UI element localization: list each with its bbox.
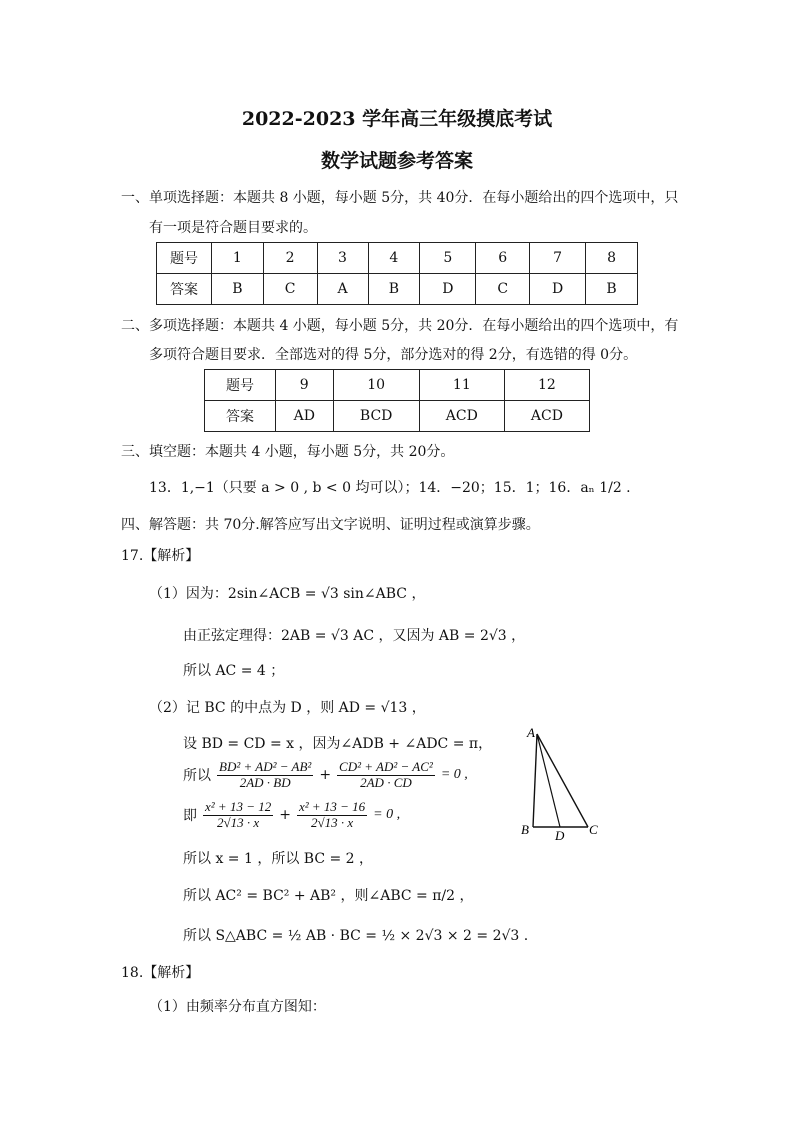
sec4-line1: 四、解答题：共 70分.解答应写出文字说明、证明过程或演算步骤。 (121, 517, 540, 533)
answer-cell: A (317, 274, 368, 305)
q18-step1: （1）由频率分布直方图知： (149, 999, 326, 1015)
vertex-label-b: B (521, 822, 529, 837)
vertex-label-a: A (527, 725, 535, 740)
q-num: 12 (504, 370, 589, 401)
point-label-d: D (555, 828, 565, 843)
eq2-frac-left: $\frac{\text{x² + 13 − 12}}{2√13 \cdot x}$ (205, 799, 272, 830)
eq2-frac-right: $\frac{\text{x² + 13 − 16}}{2√13 \cdot x}$ (298, 799, 366, 830)
q-num: 3 (317, 243, 368, 274)
q-num: 7 (530, 243, 586, 274)
median-ad (537, 734, 560, 827)
multi-choice-table (204, 369, 590, 432)
q-num: 10 (333, 370, 419, 401)
answer-cell: B (212, 274, 264, 305)
page-title: 2022-2023 学年高三年级摸底考试 (241, 108, 553, 130)
q-num: 2 (263, 243, 317, 274)
eq2-prefix: 即 (183, 808, 197, 825)
answer-cell: D (530, 274, 586, 305)
header-label: 题号 (205, 370, 276, 401)
sec3-line1: 三、填空题：本题共 4 小题，每小题 5分，共 20分。 (121, 444, 455, 460)
q-num: 11 (419, 370, 504, 401)
eq1-prefix: 所以 (183, 768, 211, 785)
answer-cell: ACD (504, 401, 589, 432)
vertex-label-c: C (589, 822, 598, 837)
q17-equation1: 所以 $\frac{\text{BD² + AD² − AB²}}{2AD \cdot BD}$ + $\frac{\text{CD² + AD² − AC²}}{2AD \cdot CD}$ = 0 , (183, 759, 468, 790)
triangle-figure (515, 722, 605, 844)
q17-step3: 所以 AC = 4 ； (183, 663, 285, 679)
answer-cell: D (420, 274, 476, 305)
eq1-frac-left: $\frac{\text{BD² + AD² − AB²}}{2AD \cdot BD}$ (219, 759, 312, 790)
page-subtitle: 数学试题参考答案 (320, 150, 473, 172)
header-label: 题号 (157, 243, 212, 274)
q17-part2: （2）记 BC 的中点为 D ，则 AD = √13 ， (149, 700, 426, 716)
side-ac (537, 734, 588, 827)
sec1-line1: 一、单项选择题：本题共 8 小题，每小题 5分，共 40分．在每小题给出的四个选项中，只 (121, 190, 679, 206)
q17-step10: 所以 S△ABC = ½ AB · BC = ½ × 2√3 × 2 = 2√3 . (183, 928, 529, 944)
sec2-line1: 二、多项选择题：本题共 4 小题，每小题 5分，共 20分．在每小题给出的四个选项中，有 (121, 318, 679, 334)
answer-cell: AD (276, 401, 334, 432)
answer-label: 答案 (157, 274, 212, 305)
q17-step1: （1）因为：2sin∠ACB = √3 sin∠ABC ， (149, 586, 426, 602)
q17-step2: 由正弦定理得：2AB = √3 AC ，又因为 AB = 2√3 ， (183, 628, 526, 644)
q-num: 9 (276, 370, 334, 401)
q-num: 1 (212, 243, 264, 274)
sec1-line2: 有一项是符合题目要求的。 (149, 220, 317, 236)
q17-step9: 所以 AC² = BC² + AB² ，则∠ABC = π/2 ， (183, 888, 474, 904)
q-num: 6 (476, 243, 530, 274)
answer-cell: ACD (419, 401, 504, 432)
answer-cell: C (263, 274, 317, 305)
q18-header: 18.【解析】 (121, 965, 200, 981)
q17-equation2: 即 $\frac{\text{x² + 13 − 12}}{2√13 \cdot x}$ + $\frac{\text{x² + 13 − 16}}{2√13 \cdot x}$ = 0 , (183, 799, 401, 830)
side-ab (533, 734, 537, 827)
fill-blank-answers: 13．1,−1（只要 a > 0 , b < 0 均可以）；14．−20；15．1；16．aₙ 1/2 . (149, 480, 631, 496)
q17-step8: 所以 x = 1 ，所以 BC = 2 ， (183, 851, 374, 867)
q17-step5: 设 BD = CD = x ，因为∠ADB + ∠ADC = π， (183, 736, 493, 752)
q-num: 4 (368, 243, 420, 274)
answer-label: 答案 (205, 401, 276, 432)
answer-cell: BCD (333, 401, 419, 432)
sec2-line2: 多项符合题目要求．全部选对的得 5分，部分选对的得 2分，有选错的得 0分。 (149, 347, 638, 363)
answer-cell: B (586, 274, 638, 305)
q-num: 5 (420, 243, 476, 274)
single-choice-table (156, 242, 638, 305)
q17-header: 17.【解析】 (121, 548, 200, 564)
answer-cell: B (368, 274, 420, 305)
q-num: 8 (586, 243, 638, 274)
eq1-frac-right: $\frac{\text{CD² + AD² − AC²}}{2AD \cdot CD}$ (339, 759, 433, 790)
answer-cell: C (476, 274, 530, 305)
